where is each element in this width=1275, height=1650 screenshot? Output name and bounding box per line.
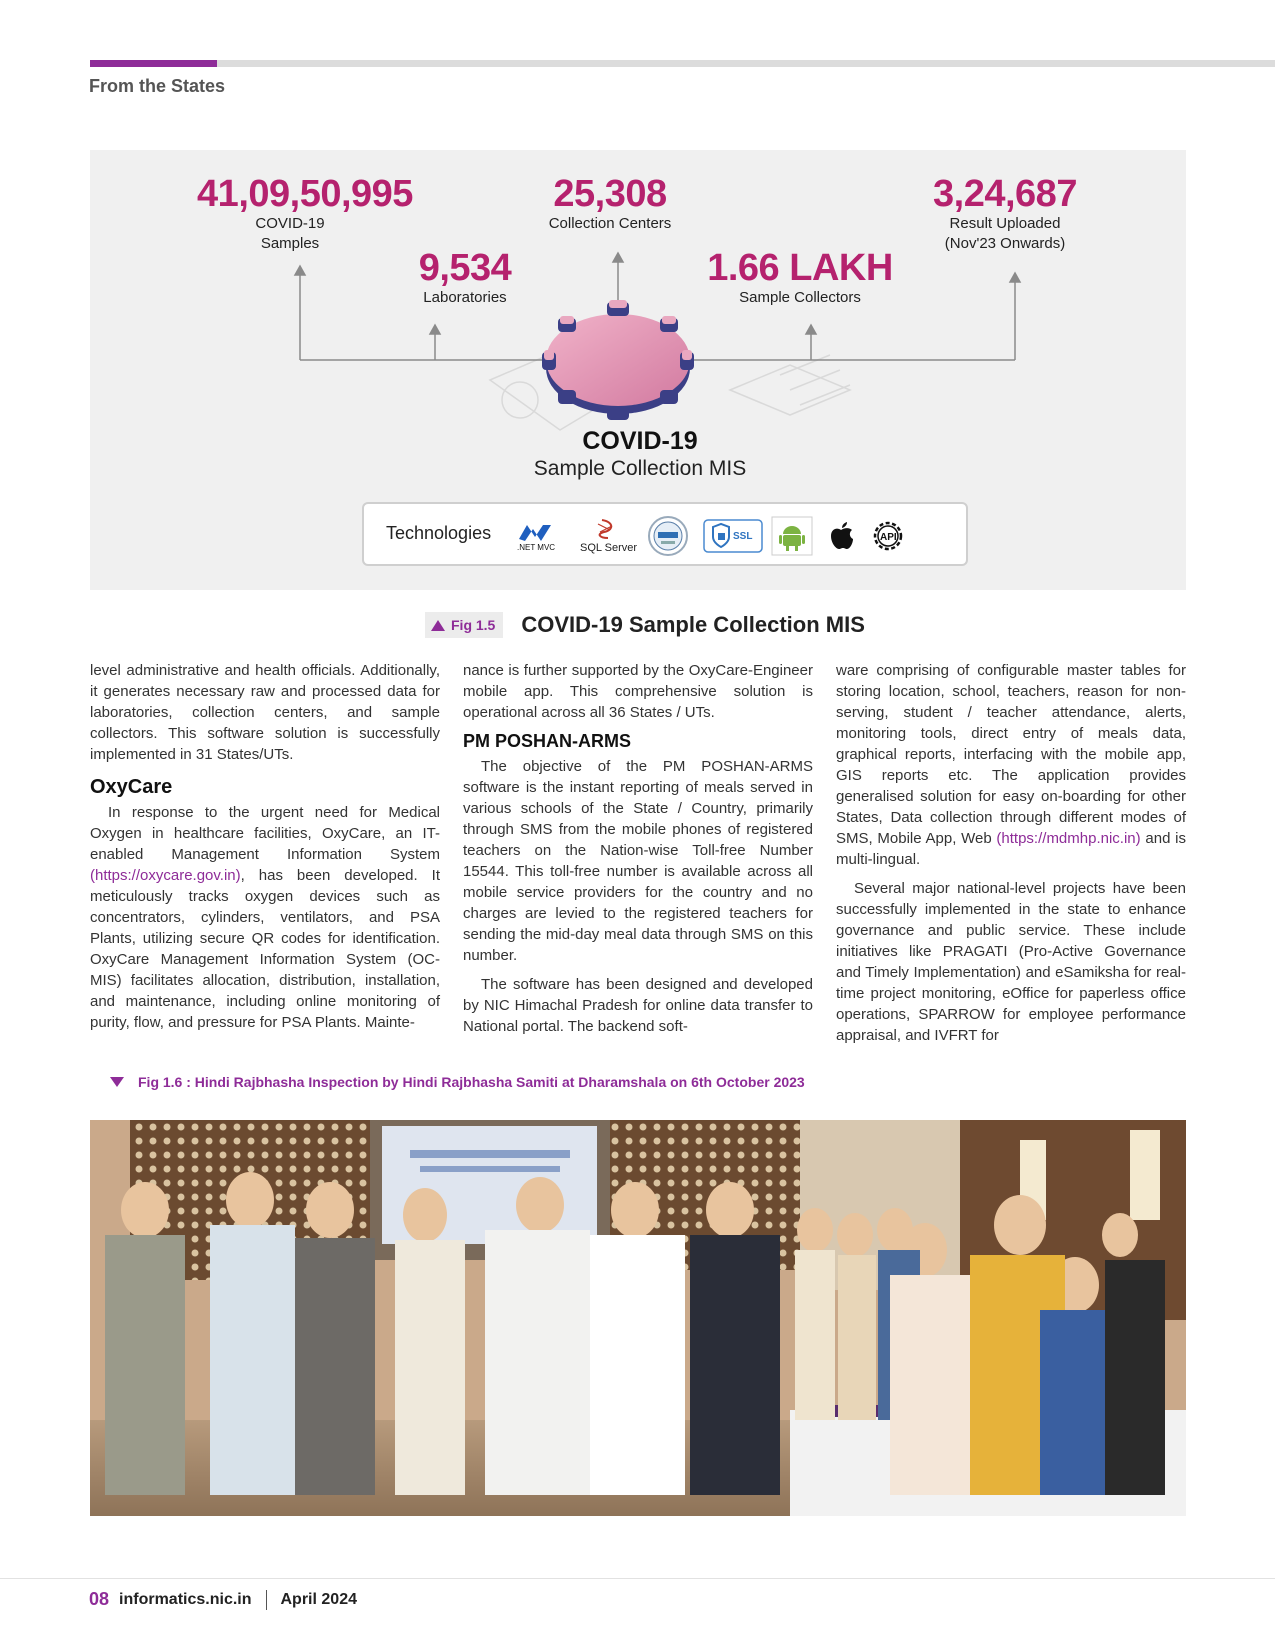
footer-rule (0, 1578, 1275, 1579)
infographic-covid-mis (90, 150, 1186, 590)
mdmhp-link[interactable]: (https://mdmhp.nic.in) (996, 830, 1141, 847)
paragraph-software: The software has been designed and developed by NIC Himachal Pradesh for online data transfer to National portal. The backend soft- (463, 976, 813, 1035)
technologies-label: Technologies (386, 523, 492, 543)
header-rule-accent (90, 60, 217, 67)
text-run: and is multi-lingual. (836, 830, 1186, 868)
paragraph-poshan: The objective of the PM POSHAN-ARMS software is the instant reporting of meals served in various schools of the State / Country, primarily through SMS from the mobile phones of registered teachers on the Nation-wise Toll-free Number 15544. This toll-free number is available across all mobile service providers for the country and no charges are levied to the registered teachers for sending the mid-day meal data through SMS on this number. (463, 758, 813, 964)
dotnet-mvc-label: .NET MVC (517, 543, 556, 552)
stat-label-line2: (Nov'23 Onwards) (944, 235, 1066, 252)
mis-title (430, 426, 850, 482)
sql-server-label: SQL Server (580, 542, 638, 554)
figure-title: COVID-19 Sample Collection MIS (521, 612, 865, 637)
stat-label: Collection Centers (548, 215, 672, 232)
technologies-panel (362, 502, 968, 566)
certification-badge-icon (646, 516, 690, 556)
stat-label-line2: Samples (260, 235, 320, 252)
stat-label: Result Uploaded (949, 215, 1061, 232)
figure-caption-text: Fig 1.6 : Hindi Rajbhasha Inspection by Hindi Rajbhasha Samiti at Dharamshala on 6th October 2023 (138, 1074, 805, 1090)
covid-hub-graphic (542, 300, 694, 420)
section-label: From the States (89, 76, 226, 96)
stat-laboratories (380, 248, 550, 308)
stat-value: 41,09,50,995 (197, 173, 413, 215)
heading-pm-poshan: PM POSHAN-ARMS (463, 731, 632, 751)
footer-separator (266, 1590, 267, 1610)
mis-title-sub: Sample Collection MIS (533, 457, 747, 480)
heading-oxycare: OxyCare (90, 776, 173, 798)
ssl-label: SSL (733, 531, 753, 542)
stat-label: Laboratories (423, 289, 507, 306)
footer-date: April 2024 (280, 1590, 357, 1608)
page-footer (89, 1589, 357, 1610)
people-silhouettes (105, 1172, 1165, 1495)
paragraph-oxycare (90, 802, 440, 1033)
stat-value: 3,24,687 (933, 173, 1077, 215)
mis-title-main: COVID-19 (582, 427, 698, 455)
apple-icon (826, 516, 856, 556)
paragraph-backend (836, 660, 1186, 870)
figure-caption-1-6 (110, 1074, 805, 1090)
stat-value: 25,308 (553, 173, 667, 215)
footer-site: informatics.nic.in (119, 1590, 252, 1608)
stat-value: 9,534 (418, 247, 512, 289)
stat-label: Sample Collectors (739, 289, 861, 306)
stat-collection-centers (525, 174, 695, 234)
dotnet-mvc-icon (512, 516, 564, 556)
article-column-2 (463, 660, 813, 1045)
group-photo-illustration (90, 1120, 1186, 1516)
text-run: , has been developed. It meticulously tracks oxygen devices such as concentrators, cylinders, ventilators, and PSA Plants, utilizing secure QR codes for identification. OxyCare Management Information System (OC-MIS) facilitates allocation, distribution, installation, and maintenance, including online monitoring of purity, flow, and pressure for PSA Plants. Mainte- (90, 867, 440, 1031)
stat-result-uploaded (905, 174, 1105, 254)
triangle-up-icon (431, 620, 445, 631)
oxycare-link[interactable]: (https://oxycare.gov.in) (90, 867, 241, 884)
triangle-down-icon (110, 1077, 124, 1087)
paragraph-projects: Several major national-level projects have been successfully implemented in the state to enhance governance and public service. These include initiatives like PRAGATI (Pro-Active Governance and Timely Implementation) and eSamiksha for real-time project monitoring, eOffice for paperless office operations, SPARROW for employee performance appraisal, and IVFRT for (836, 880, 1186, 1044)
header-rule (90, 60, 1275, 67)
stat-value: 1.66 LAKH (707, 247, 893, 289)
article-column-1 (90, 660, 440, 1041)
api-label: API (880, 532, 897, 543)
sql-server-icon (574, 516, 638, 556)
text-run: In response to the urgent need for Medical Oxygen in healthcare facilities, OxyCare, an IT-enabled Management Information System (90, 804, 440, 863)
stat-sample-collectors (690, 248, 910, 308)
text-run: ware comprising of configurable master tables for storing location, school, teachers, reason for non-serving, student / teacher attendance, alerts, monitoring tools, direct entry of meals data, graphical reports, interfacing with the mobile app, GIS reports etc. The application provides generalised solution for easy on-boarding for other States, Data collection through different modes of SMS, Mobile App, Web (836, 662, 1186, 847)
stat-covid-samples (190, 174, 420, 254)
android-icon (770, 516, 814, 556)
api-gear-icon (868, 516, 908, 556)
stat-label: COVID-19 (255, 215, 325, 232)
figure-tag (425, 612, 503, 638)
group-photo (90, 1120, 1186, 1516)
figure-number: Fig 1.5 (451, 617, 496, 633)
ssl-secured-icon (702, 516, 764, 556)
paragraph: level administrative and health officials. Additionally, it generates necessary raw and processed data for laboratories, collection centers, and sample collectors. This software solution is successfully implemented in 31 States/UTs. (90, 662, 440, 763)
article-column-3 (836, 660, 1186, 1054)
figure-caption-1-5 (425, 612, 865, 638)
page-number: 08 (89, 1589, 110, 1609)
paragraph: nance is further supported by the OxyCare-Engineer mobile app. This comprehensive solution is operational across all 36 States / UTs. (463, 662, 813, 721)
